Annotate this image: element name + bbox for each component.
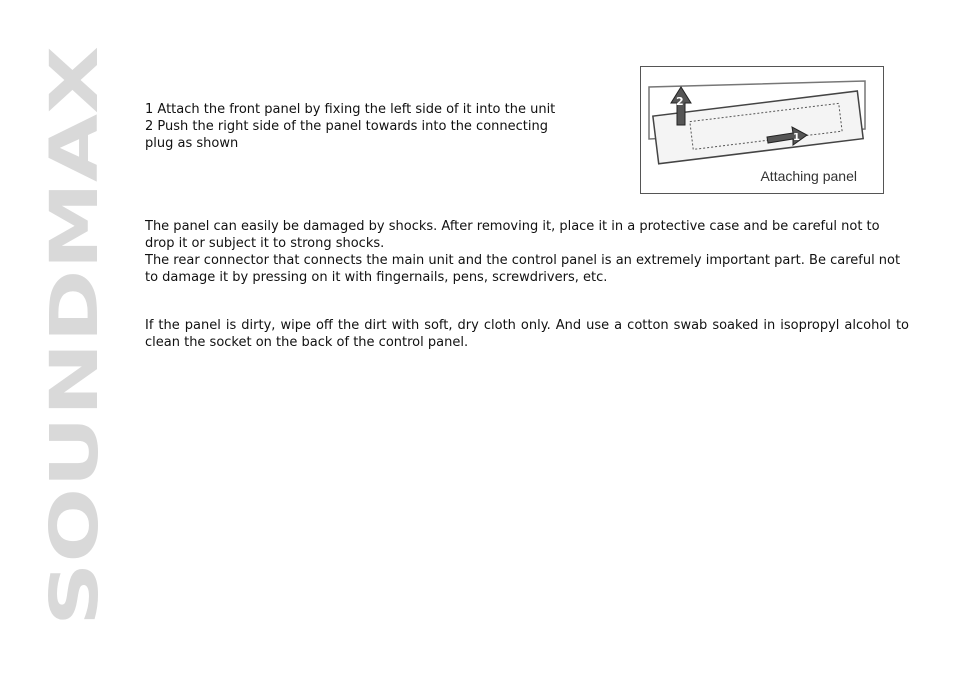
- attach-steps: [145, 101, 595, 152]
- marker-2: 2: [676, 95, 684, 108]
- attaching-panel-figure: [640, 66, 884, 194]
- step-2-line-2: plug as shown: [145, 136, 239, 151]
- warning-paragraph-2: The rear connector that connects the main unit and the control panel is an extremely important part. Be careful not to damage it by pressing on it with fingernails, pens, screwdrivers, etc.: [145, 253, 901, 285]
- soundmax-logo: [36, 40, 113, 630]
- cleaning-instructions: [145, 317, 909, 351]
- cleaning-paragraph: If the panel is dirty, wipe off the dirt with soft, dry cloth only. And use a cotton swab soaked in isopropyl alcohol to clean the socket on the back of the control panel.: [145, 318, 909, 350]
- marker-1: 1: [793, 132, 800, 143]
- soundmax-logo-text: SOUNDMAX: [36, 191, 113, 626]
- handling-warning: [145, 218, 909, 286]
- figure-caption: Attaching panel: [760, 168, 857, 184]
- warning-paragraph-1: The panel can easily be damaged by shocks. After removing it, place it in a protective case and be careful not to drop it or subject it to strong shocks.: [145, 219, 880, 251]
- step-1: 1 Attach the front panel by fixing the left side of it into the unit: [145, 102, 556, 117]
- step-2-line-1: 2 Push the right side of the panel towards into the connecting: [145, 119, 548, 134]
